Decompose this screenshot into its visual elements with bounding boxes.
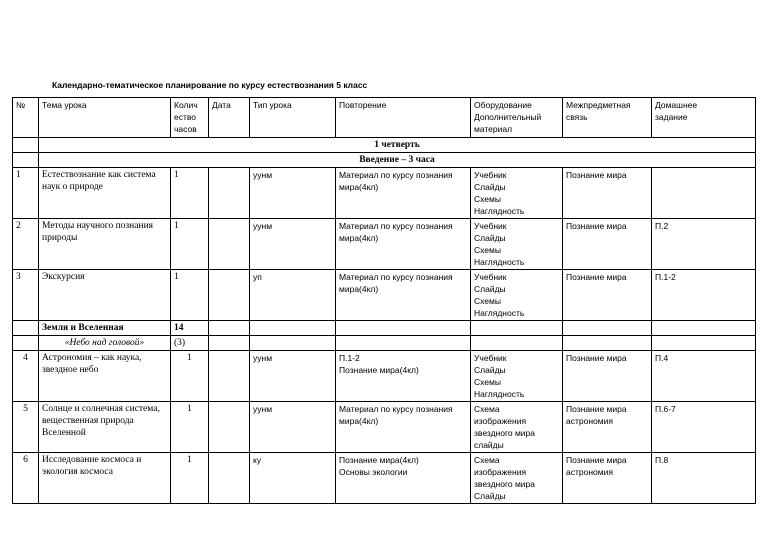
quarter-row — [13, 138, 756, 153]
table-row — [13, 402, 756, 453]
row-links: Познание мира астрономия — [563, 453, 652, 504]
header-row — [13, 98, 756, 138]
row-topic: Естествознание как система наук о природе — [39, 168, 171, 219]
row-type: ку — [250, 453, 336, 504]
row-date — [209, 168, 250, 219]
row-homework: П.2 — [652, 219, 756, 270]
row-review: Материал по курсу познания мира(4кл) — [336, 219, 471, 270]
sky-section-hours: (3) — [171, 336, 209, 351]
row-topic: Солнце и солнечная система, вещественная природа Вселенной — [39, 402, 171, 453]
row-equipment: Учебник Слайды Схемы Наглядность — [471, 270, 563, 321]
row-homework: П.1-2 — [652, 270, 756, 321]
header-equipment: Оборудование Дополнительный материал — [471, 98, 563, 138]
row-hours: 1 — [171, 168, 209, 219]
row-review: Материал по курсу познания мира(4кл) — [336, 168, 471, 219]
row-num: 1 — [13, 168, 39, 219]
row-topic: Экскурсия — [39, 270, 171, 321]
row-equipment: Учебник Слайды Схемы Наглядность — [471, 219, 563, 270]
row-homework: П.4 — [652, 351, 756, 402]
table-row — [13, 453, 756, 504]
row-links: Познание мира астрономия — [563, 402, 652, 453]
row-num: 5 — [13, 402, 39, 453]
row-type: уунм — [250, 402, 336, 453]
sky-section-label: «Небо над головой» — [39, 336, 171, 351]
row-links: Познание мира — [563, 168, 652, 219]
table-row — [13, 351, 756, 402]
row-equipment: Схема изображения звездного мира слайды — [471, 402, 563, 453]
row-topic: Методы научного познания природы — [39, 219, 171, 270]
row-num: 6 — [13, 453, 39, 504]
row-hours: 1 — [171, 453, 209, 504]
header-homework: Домашнее задание — [652, 98, 756, 138]
row-topic: Исследование космоса и экология космоса — [39, 453, 171, 504]
table-row — [13, 219, 756, 270]
header-num: № — [13, 98, 39, 138]
intro-heading: Введение – 3 часа — [39, 153, 756, 168]
section-row-earth — [13, 321, 756, 336]
row-num: 4 — [13, 351, 39, 402]
row-homework: П.8 — [652, 453, 756, 504]
row-hours: 1 — [171, 219, 209, 270]
row-review: Материал по курсу познания мира(4кл) — [336, 402, 471, 453]
planning-table — [12, 97, 756, 504]
row-num: 3 — [13, 270, 39, 321]
row-type: уунм — [250, 168, 336, 219]
row-topic: Астрономия – как наука, звездное небо — [39, 351, 171, 402]
row-equipment: Учебник Слайды Схемы Наглядность — [471, 168, 563, 219]
intro-row — [13, 153, 756, 168]
row-equipment: Учебник Слайды Схемы Наглядность — [471, 351, 563, 402]
row-review: Материал по курсу познания мира(4кл) — [336, 270, 471, 321]
header-type: Тип урока — [250, 98, 336, 138]
row-homework — [652, 168, 756, 219]
row-review: П.1-2 Познание мира(4кл) — [336, 351, 471, 402]
row-date — [209, 453, 250, 504]
header-hours: Колич ество часов — [171, 98, 209, 138]
row-links: Познание мира — [563, 351, 652, 402]
row-links: Познание мира — [563, 270, 652, 321]
header-date: Дата — [209, 98, 250, 138]
row-hours: 1 — [171, 351, 209, 402]
row-hours: 1 — [171, 402, 209, 453]
row-date — [209, 219, 250, 270]
row-type: уунм — [250, 219, 336, 270]
row-links: Познание мира — [563, 219, 652, 270]
table-row — [13, 168, 756, 219]
row-date — [209, 351, 250, 402]
row-num: 2 — [13, 219, 39, 270]
earth-section-label: Земля и Вселенная — [39, 321, 171, 336]
table-row — [13, 270, 756, 321]
quarter-heading: 1 четверть — [39, 138, 756, 153]
row-review: Познание мира(4кл) Основы экологии — [336, 453, 471, 504]
row-date — [209, 402, 250, 453]
row-equipment: Схема изображения звездного мира Слайды — [471, 453, 563, 504]
row-hours: 1 — [171, 270, 209, 321]
row-type: уп — [250, 270, 336, 321]
header-links: Межпредметная связь — [563, 98, 652, 138]
earth-section-hours: 14 — [171, 321, 209, 336]
row-type: уунм — [250, 351, 336, 402]
document-title: Календарно-тематическое планирование по курсу естествознания 5 класс — [52, 80, 368, 90]
header-topic: Тема урока — [39, 98, 171, 138]
row-date — [209, 270, 250, 321]
row-homework: П.6-7 — [652, 402, 756, 453]
section-row-sky — [13, 336, 756, 351]
header-review: Повторение — [336, 98, 471, 138]
